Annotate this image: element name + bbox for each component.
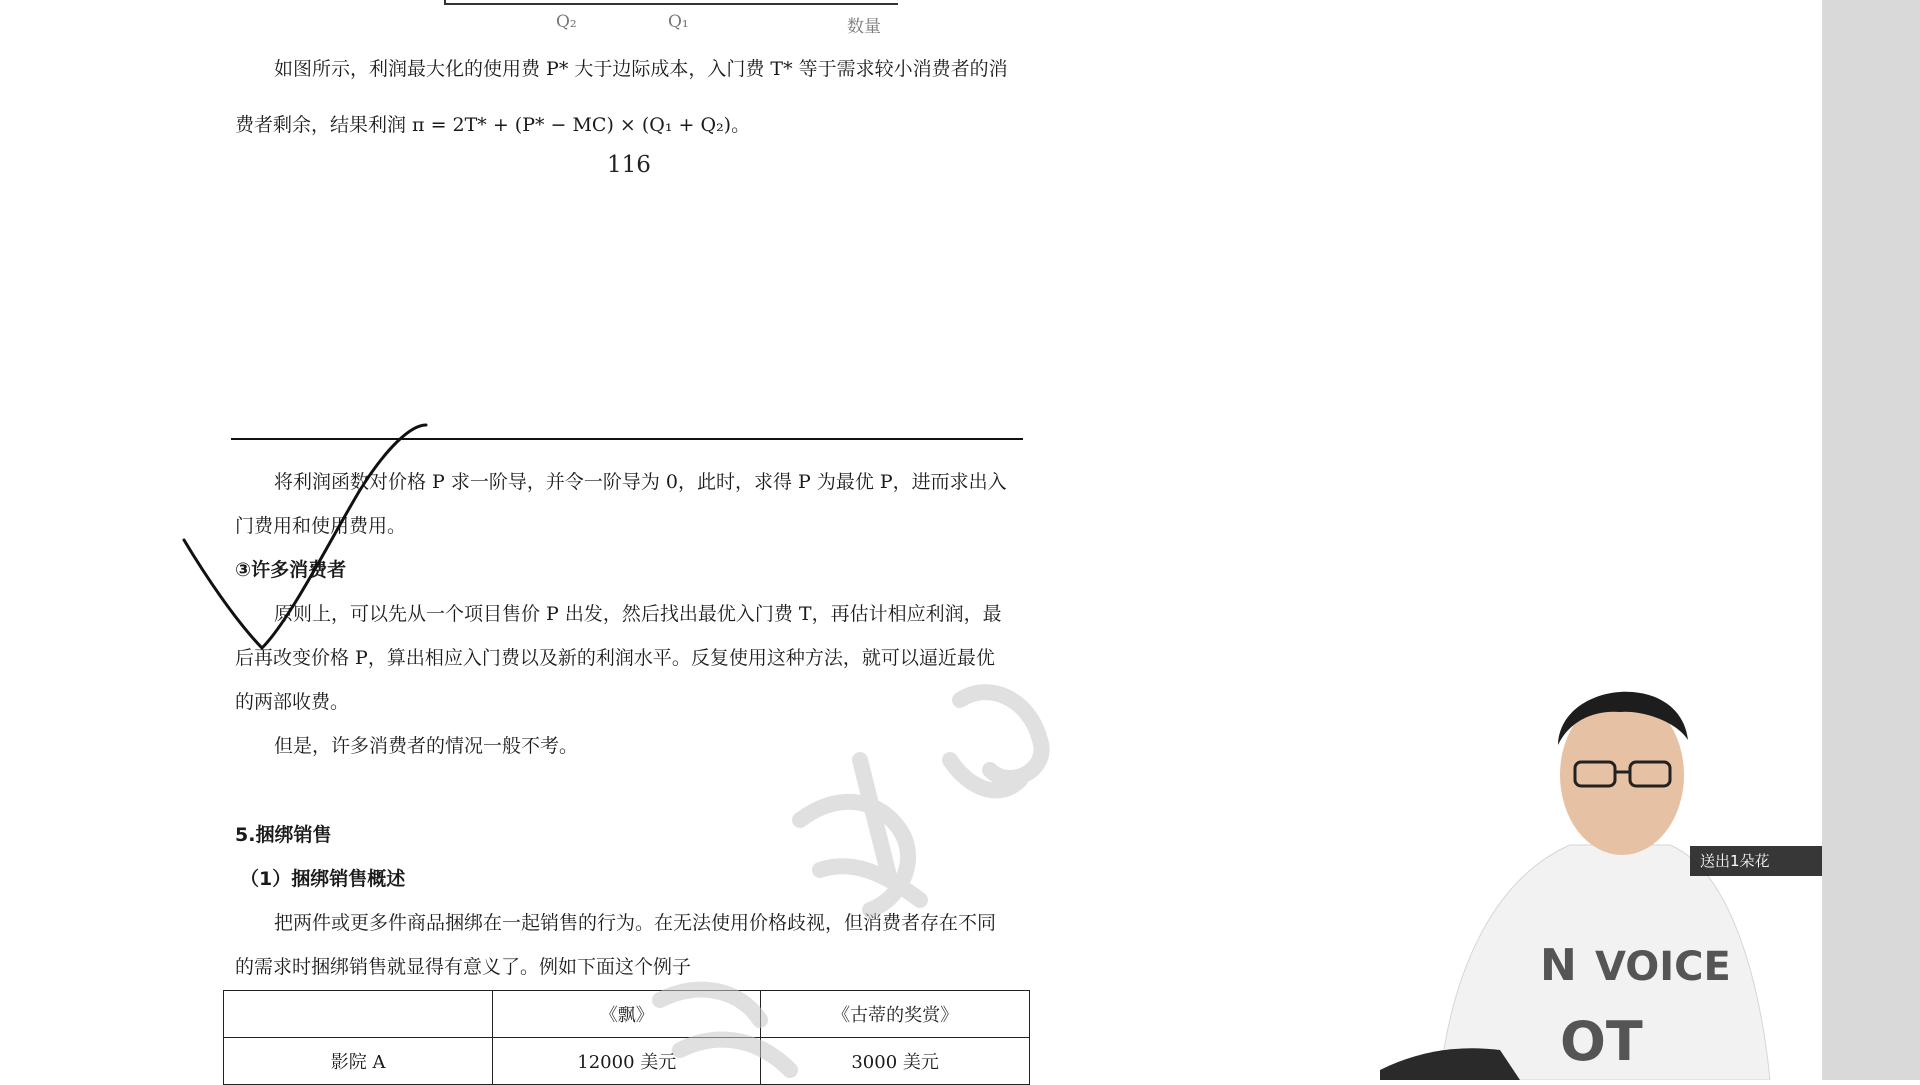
svg-text:OT: OT <box>1560 1010 1643 1073</box>
axis-label-quantity: 数量 <box>847 17 881 37</box>
table-cell: 影院 A <box>224 1038 493 1085</box>
paragraph-5-line-2: 的需求时捆绑销售就显得有意义了。例如下面这个例子 <box>235 956 692 978</box>
paragraph-4: 但是，许多消费者的情况一般不考。 <box>274 735 579 757</box>
svg-text:VOICE: VOICE <box>1595 944 1731 990</box>
table-header-cell: 《飘》 <box>493 991 761 1038</box>
subheading-bundling-overview: （1）捆绑销售概述 <box>240 868 406 890</box>
paragraph-3-line-2: 后再改变价格 P，算出相应入门费以及新的利润水平。反复使用这种方法，就可以逼近最优 <box>235 647 995 669</box>
table-header-row <box>224 991 1030 1038</box>
tick-q1: Q₁ <box>668 12 689 32</box>
paragraph-3-line-1: 原则上，可以先从一个项目售价 P 出发，然后找出最优入门费 T，再估计相应利润，最 <box>274 603 1002 625</box>
page-number: 116 <box>607 152 651 178</box>
svg-text:N: N <box>1540 940 1577 991</box>
table-cell: 3000 美元 <box>761 1038 1030 1085</box>
table-row <box>224 1038 1030 1085</box>
paragraph-5-line-1: 把两件或更多件商品捆绑在一起销售的行为。在无法使用价格歧视，但消费者存在不同 <box>274 912 997 934</box>
table-header-cell <box>224 991 493 1038</box>
paragraph-1-line-2: 费者剩余，结果利润 π = 2T* + (P* − MC) × (Q₁ + Q₂)。 <box>235 114 751 136</box>
paragraph-3-line-3: 的两部收费。 <box>235 691 350 713</box>
page-separator <box>231 438 1023 440</box>
table-cell: 12000 美元 <box>493 1038 761 1085</box>
paragraph-1-line-1: 如图所示，利润最大化的使用费 P* 大于边际成本，入门费 T* 等于需求较小消费者的消 <box>274 58 1008 80</box>
bundling-table <box>223 990 1030 1085</box>
table-header-cell: 《古蒂的奖赏》 <box>761 991 1030 1038</box>
paragraph-2-line-1: 将利润函数对价格 P 求一阶导，并令一阶导为 0，此时，求得 P 为最优 P，进而求出入 <box>274 471 1007 493</box>
scrollbar-gutter[interactable] <box>1822 0 1920 1080</box>
gift-notification-banner: 送出1朵花 <box>1690 846 1822 876</box>
tick-q2: Q₂ <box>556 12 577 32</box>
heading-bundling: 5.捆绑销售 <box>235 824 332 846</box>
paragraph-2-line-2: 门费用和使用费用。 <box>235 515 407 537</box>
graph-axis-line <box>444 0 898 5</box>
heading-many-consumers: ③许多消费者 <box>235 559 347 581</box>
